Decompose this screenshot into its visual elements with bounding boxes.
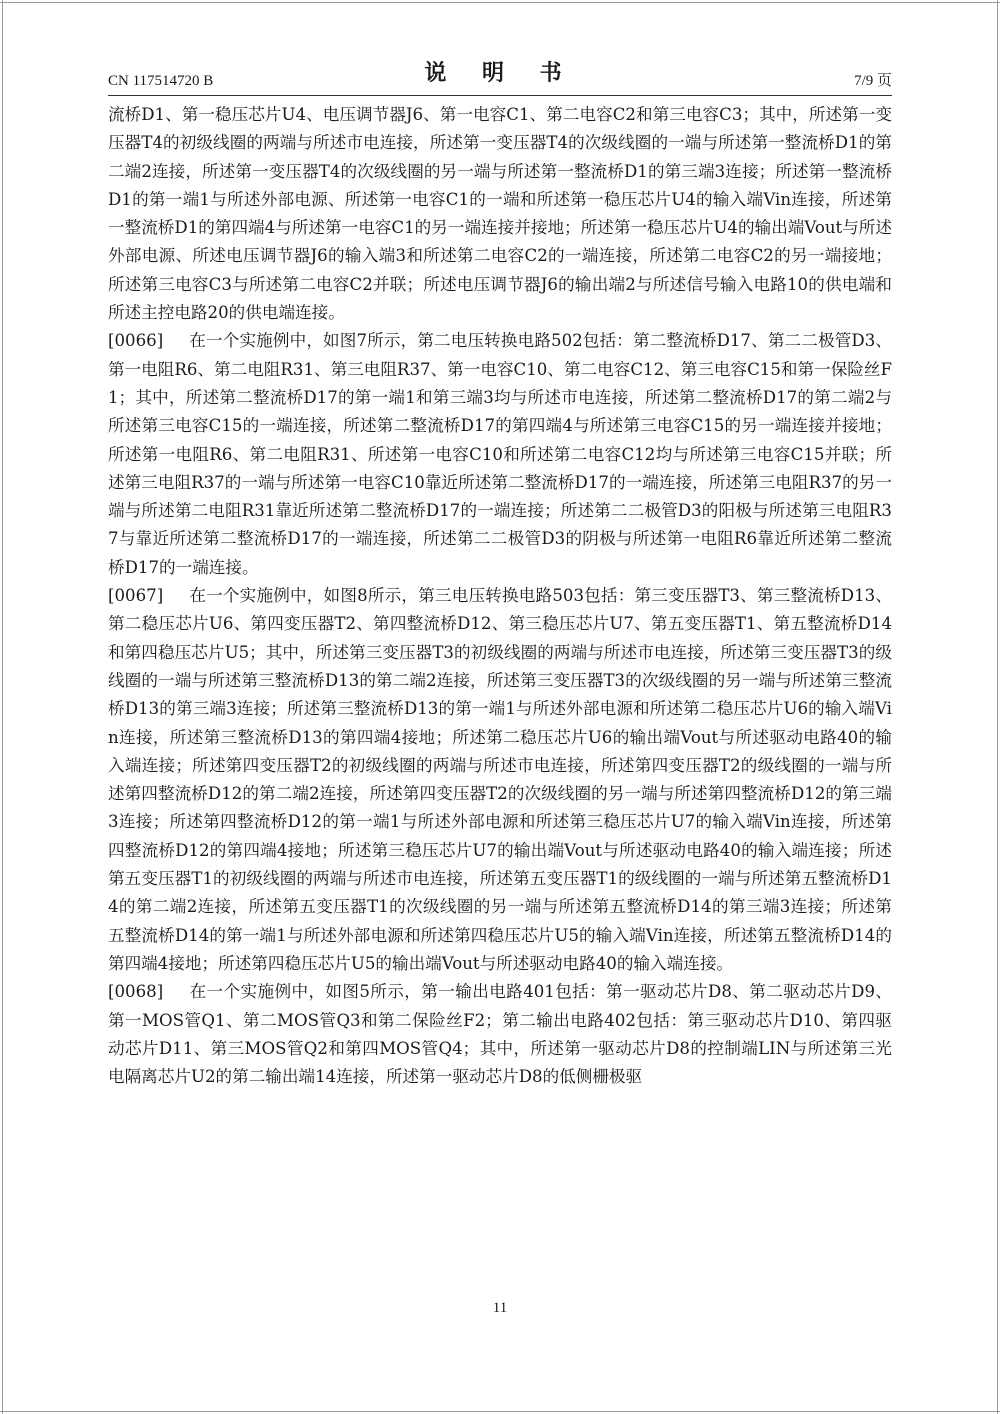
paragraph-number: [0067] xyxy=(108,586,164,606)
paragraph-text: 流桥D1、第一稳压芯片U4、电压调节器J6、第一电容C1、第二电容C2和第三电容C3；其中，所述第一变压器T4的初级线圈的两端与所述市电连接，所述第一变压器T4的次级线圈的一端与所述第一整流桥D1的第二端2连接，所述第一变压器T4的次级线圈的另一端与所述第一整流桥D1的第三端3连接；所述第一整流桥D1的第一端1与所述外部电源、所述第一电容C1的一端和所述第一稳压芯片U4的输入端Vin连接，所述第一整流桥D1的第四端4与所述第一电容C1的另一端连接并接地；所述第一稳压芯片U4的输出端Vout与所述外部电源、所述电压调节器J6的输入端3和所述第二电容C2的一端连接，所述第二电容C2的另一端接地；所述第三电容C3与所述第二电容C2并联；所述电压调节器J6的输出端2与所述信号输入电路10的供电端和所述主控电路20的供电端连接。 xyxy=(108,105,892,323)
paragraph-0066 xyxy=(108,327,892,582)
page-border-left xyxy=(2,0,3,1414)
paragraph-number: [0066] xyxy=(108,331,164,351)
page-number: 11 xyxy=(492,1300,508,1316)
header-rule xyxy=(108,95,892,96)
page-header xyxy=(108,52,892,96)
paragraph-number: [0068] xyxy=(108,982,164,1002)
paragraph-0068 xyxy=(108,978,892,1091)
page-border-right xyxy=(997,0,998,1414)
document-title: 说 明 书 xyxy=(424,61,576,86)
paragraph-text: 在一个实施例中，如图7所示，第二电压转换电路502包括：第二整流桥D17、第二二极管D3、第一电阻R6、第二电阻R31、第三电阻R37、第一电容C10、第二电容C12、第三电容C15和第一保险丝F1；其中，所述第二整流桥D17的第一端1和第三端3均与所述市电连接，所述第二整流桥D17的第二端2与所述第三电容C15的一端连接，所述第二整流桥D17的第四端4与所述第三电容C15的另一端连接并接地；所述第一电阻R6、第二电阻R31、所述第一电容C10和所述第二电容C12均与所述第三电容C15并联；所述第三电阻R37的一端与所述第一电容C10靠近所述第二整流桥D17的一端连接，所述第三电阻R37的另一端与所述第二电阻R31靠近所述第二整流桥D17的一端连接；所述第二二极管D3的阳极与所述第三电阻R37与靠近所述第二整流桥D17的一端连接，所述第二二极管D3的阴极与所述第一电阻R6靠近所述第二整流桥D17的一端连接。 xyxy=(108,331,892,577)
page-border-bottom xyxy=(0,1411,1000,1412)
page-border-top xyxy=(0,2,1000,3)
paragraph-0067 xyxy=(108,582,892,978)
document-body xyxy=(108,101,892,1091)
paragraph-continued xyxy=(108,101,892,327)
paragraph-text: 在一个实施例中，如图8所示，第三电压转换电路503包括：第三变压器T3、第三整流桥D13、第二稳压芯片U6、第四变压器T2、第四整流桥D12、第三稳压芯片U7、第五变压器T1、第五整流桥D14和第四稳压芯片U5；其中，所述第三变压器T3的初级线圈的两端与所述市电连接，所述第三变压器T3的级线圈的一端与所述第三整流桥D13的第二端2连接，所述第三变压器T3的次级线圈的另一端与所述第三整流桥D13的第三端3连接；所述第三整流桥D13的第一端1与所述外部电源和所述第二稳压芯片U6的输入端Vin连接，所述第三整流桥D13的第四端4接地；所述第二稳压芯片U6的输出端Vout与所述驱动电路40的输入端连接；所述第四变压器T2的初级线圈的两端与所述市电连接，所述第四变压器T2的级线圈的一端与所述第四整流桥D12的第二端2连接，所述第四变压器T2的次级线圈的另一端与所述第四整流桥D12的第三端3连接；所述第四整流桥D12的第一端1与所述外部电源和所述第三稳压芯片U7的输入端Vin连接，所述第四整流桥D12的第四端4接地；所述第三稳压芯片U7的输出端Vout与所述驱动电路40的输入端连接；所述第五变压器T1的初级线圈的两端与所述市电连接，所述第五变压器T1的级线圈的一端与所述第五整流桥D14的第二端2连接，所述第五变压器T1的次级线圈的另一端与所述第五整流桥D14的第三端3连接；所述第五整流桥D14的第一端1与所述外部电源和所述第四稳压芯片U5的输入端Vin连接，所述第五整流桥D14的第四端4接地；所述第四稳压芯片U5的输出端Vout与所述驱动电路40的输入端连接。 xyxy=(108,586,892,973)
paragraph-text: 在一个实施例中，如图5所示，第一输出电路401包括：第一驱动芯片D8、第二驱动芯片D9、第一MOS管Q1、第二MOS管Q3和第二保险丝F2；第二输出电路402包括：第三驱动芯片D10、第四驱动芯片D11、第三MOS管Q2和第四MOS管Q4；其中，所述第一驱动芯片D8的控制端LIN与所述第三光电隔离芯片U2的第二输出端14连接，所述第一驱动芯片D8的低侧栅极驱 xyxy=(108,982,892,1087)
publication-number: CN 117514720 B xyxy=(108,73,214,89)
page-indicator: 7/9 页 xyxy=(854,73,892,89)
